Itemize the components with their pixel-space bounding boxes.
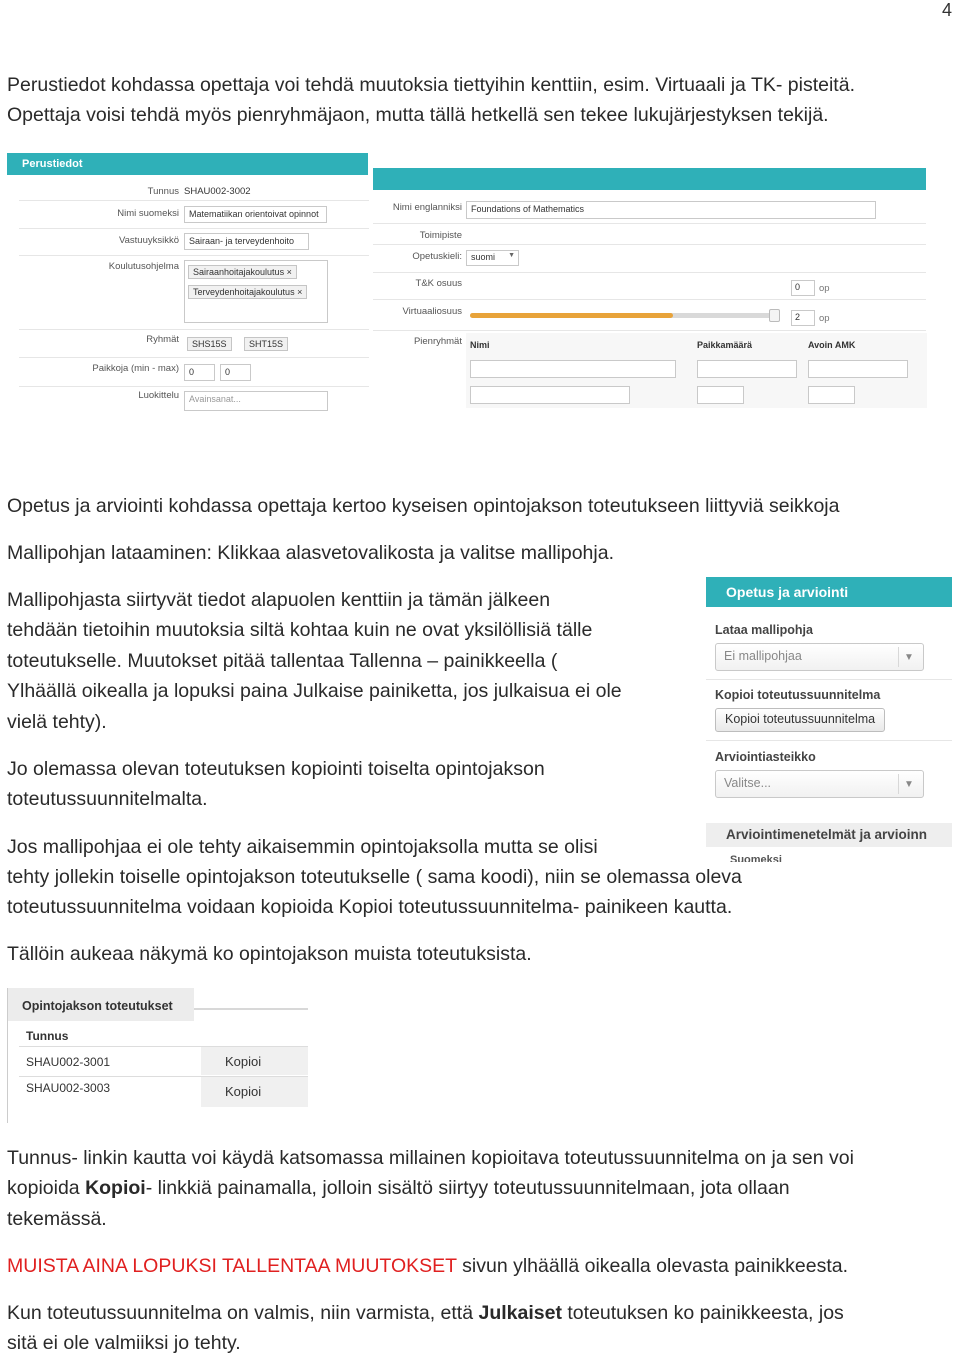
- paragraph-6-line-2: tehty jollekin toiselle opintojakson toteutukselle ( sama koodi), niin se olemassa oleva: [7, 866, 742, 888]
- page-number: 4: [941, 0, 952, 20]
- paragraph-5-line-2: toteutussuunnitelmalta.: [7, 788, 208, 810]
- divider: [373, 272, 926, 273]
- paragraph-10-line-2: sitä ei ole valmiiksi jo tehty.: [7, 1332, 241, 1354]
- virtuaaliosuus-slider-handle[interactable]: [769, 309, 780, 322]
- arviointimenetelmat-header-text: Arviointimenetelmät ja arvioinn: [726, 827, 928, 842]
- arviointiasteikko-select[interactable]: [715, 770, 924, 798]
- chevron-down-icon: ▼: [898, 774, 919, 794]
- paragraph-1-line-2: Opettaja voisi tehdä myös pienryhmäjaon, mutta tällä hetkellä sen tekee lukujärjestyksen tekijä.: [7, 104, 829, 126]
- kopioi-toteutussuunnitelma-button[interactable]: Kopioi toteutussuunnitelma: [715, 708, 885, 732]
- pienryhmat-label: Pienryhmät: [413, 336, 462, 347]
- nimi-suomeksi-label: Nimi suomeksi: [117, 208, 179, 219]
- paragraph-2: Opetus ja arviointi kohdassa opettaja kertoo kyseisen opintojakson toteutukseen liittyviä seikkoja: [7, 495, 840, 517]
- perustiedot-header: [7, 153, 368, 175]
- divider: [706, 679, 952, 680]
- virtuaaliosuus-unit: op: [819, 313, 830, 324]
- kopioi-label: Kopioi toteutussuunnitelma: [715, 688, 881, 702]
- perustiedot-header-text: Perustiedot: [22, 158, 83, 170]
- koulutusohjelma-tag[interactable]: Sairaanhoitajakoulutus ×: [188, 265, 297, 279]
- toteutukset-header-text: Opintojakson toteutukset: [22, 999, 173, 1013]
- divider: [373, 244, 926, 245]
- pienryhma-nimi-input[interactable]: [470, 360, 676, 378]
- divider: [373, 330, 926, 331]
- p10-text: toteutuksen ko painikkeesta, jos: [561, 1302, 844, 1324]
- paikkoja-label: Paikkoja (min - max): [92, 363, 179, 374]
- pienryhmat-col-nimi: Nimi: [470, 340, 490, 350]
- arviointiasteikko-label: Arviointiasteikko: [715, 750, 816, 764]
- pienryhma-avoin-input[interactable]: [808, 386, 855, 404]
- paragraph-4-line-4: Ylhäällä oikealla ja lopuksi paina Julkaise painiketta, jos julkaisua ei ole: [7, 680, 622, 702]
- p9-text: sivun ylhäällä oikealla olevasta painikkeesta.: [456, 1255, 849, 1277]
- opetuskieli-select[interactable]: [466, 250, 519, 266]
- toteutus-tunnus-link[interactable]: SHAU002-3003: [26, 1081, 111, 1095]
- kopioi-bold: Kopioi: [85, 1177, 146, 1199]
- koulutusohjelma-label: Koulutusohjelma: [108, 261, 179, 272]
- kopioi-link[interactable]: Kopioi: [225, 1084, 262, 1099]
- p8-text: kopioida: [7, 1177, 86, 1199]
- pienryhma-paikkamaara-input[interactable]: [697, 360, 797, 378]
- tunnus-label: Tunnus: [147, 186, 179, 197]
- mallipohja-select[interactable]: [715, 643, 924, 671]
- paikkoja-max-input[interactable]: 0: [220, 364, 251, 381]
- nimi-suomeksi-input[interactable]: Matematiikan orientoivat opinnot: [184, 206, 327, 223]
- divider: [19, 329, 369, 330]
- pienryhmat-col-avoin-amk: Avoin AMK: [808, 340, 856, 350]
- pienryhmat-col-paikkamaara: Paikkamäärä: [697, 340, 753, 350]
- divider: [19, 228, 369, 229]
- virtuaaliosuus-slider[interactable]: [470, 313, 778, 318]
- koulutusohjelma-multiselect[interactable]: [184, 260, 328, 323]
- paragraph-5-line-1: Jo olemassa olevan toteutuksen kopiointi toiselta opintojakson: [7, 758, 545, 780]
- toteutukset-screenshot: [7, 988, 310, 1123]
- toteutus-tunnus-link[interactable]: SHAU002-3001: [26, 1055, 111, 1069]
- paragraph-10-line-1: [7, 1298, 844, 1329]
- divider: [373, 299, 926, 300]
- luokittelu-label: Luokittelu: [138, 390, 179, 401]
- paragraph-7: Tällöin aukeaa näkymä ko opintojakson muista toteutuksista.: [7, 943, 532, 965]
- ryhma-tag[interactable]: SHS15S: [187, 337, 232, 351]
- pienryhmat-table: [466, 333, 927, 408]
- virtuaaliosuus-input[interactable]: 2: [791, 310, 815, 326]
- paragraph-8-line-1: Tunnus- linkin kautta voi käydä katsomassa millainen kopioitava toteutussuunnitelma on ja sen voi: [7, 1147, 854, 1169]
- koulutusohjelma-tag[interactable]: Terveydenhoitajakoulutus ×: [188, 285, 307, 299]
- ryhmat-label: Ryhmät: [146, 334, 179, 345]
- tk-osuus-unit: op: [819, 283, 830, 294]
- luokittelu-input[interactable]: Avainsanat...: [184, 391, 328, 411]
- chevron-down-icon: ▼: [508, 252, 515, 259]
- col-tunnus-header: Tunnus: [26, 1029, 69, 1043]
- chevron-down-icon: ▼: [898, 647, 919, 667]
- nimi-englanniksi-input[interactable]: Foundations of Mathematics: [466, 201, 876, 219]
- p10-text: Kun toteutussuunnitelma on valmis, niin varmista, että: [7, 1302, 479, 1324]
- kopioi-link[interactable]: Kopioi: [225, 1054, 262, 1069]
- julkaiset-bold: Julkaiset: [478, 1302, 562, 1324]
- virtuaaliosuus-slider-fill: [470, 313, 673, 318]
- tk-osuus-label: T&K osuus: [415, 278, 462, 289]
- divider: [19, 357, 369, 358]
- paragraph-1-line-1: Perustiedot kohdassa opettaja voi tehdä muutoksia tiettyihin kenttiin, esim. Virtuaali ja TK- pisteitä.: [7, 74, 855, 96]
- paragraph-8-line-2: [7, 1173, 790, 1204]
- toteutukset-header: [8, 988, 194, 1021]
- opetus-screenshot: [706, 577, 952, 862]
- paragraph-4-line-2: tehdään tietoihin muutoksia siltä kohtaa kuin ne ovat yksilöllisiä tälle: [7, 619, 593, 641]
- divider: [19, 255, 369, 256]
- reminder-red-text: MUISTA AINA LOPUKSI TALLENTAA MUUTOKSET: [7, 1255, 457, 1277]
- opetuskieli-value: suomi: [471, 252, 496, 262]
- vastuuyksikko-select[interactable]: Sairaan- ja terveydenhoito: [184, 233, 309, 250]
- paragraph-4-line-5: vielä tehty).: [7, 711, 107, 733]
- toimipiste-label: Toimipiste: [419, 230, 462, 241]
- pienryhma-avoin-input[interactable]: [808, 360, 908, 378]
- divider: [706, 740, 952, 741]
- divider: [373, 223, 926, 224]
- paragraph-9: [7, 1251, 848, 1282]
- perustiedot-right-header-bar: [373, 168, 926, 190]
- paragraph-6-line-3: toteutussuunnitelma voidaan kopioida Kopioi toteutussuunnitelma- painikeen kautta.: [7, 896, 733, 918]
- virtuaaliosuus-label: Virtuaaliosuus: [402, 306, 462, 317]
- cut-text: Suomeksi: [730, 854, 782, 862]
- tunnus-value: SHAU002-3002: [184, 186, 251, 197]
- lataa-mallipohja-label: Lataa mallipohja: [715, 623, 813, 637]
- paragraph-3: Mallipohjan lataaminen: Klikkaa alasvetovalikosta ja valitse mallipohja.: [7, 542, 614, 564]
- paragraph-4-line-3: toteutukselle. Muutokset pitää tallentaa Tallenna – painikkeella (: [7, 650, 558, 672]
- divider: [19, 386, 369, 387]
- paikkoja-min-input[interactable]: 0: [184, 364, 215, 381]
- opetus-header: [706, 577, 952, 607]
- paragraph-6-line-1: Jos mallipohjaa ei ole tehty aikaisemmin opintojaksolla mutta se olisi: [7, 836, 598, 858]
- pienryhma-paikkamaara-input[interactable]: [697, 386, 744, 404]
- perustiedot-screenshot: [7, 153, 927, 418]
- paragraph-8-line-3: tekemässä.: [7, 1208, 107, 1230]
- tk-osuus-input[interactable]: 0: [791, 280, 815, 296]
- arviointimenetelmat-header[interactable]: [706, 823, 952, 847]
- toteutukset-header-line: [194, 1008, 308, 1010]
- opetus-header-text: Opetus ja arviointi: [726, 584, 849, 600]
- mallipohja-select-value: Ei mallipohjaa: [724, 649, 802, 663]
- nimi-englanniksi-label: Nimi englanniksi: [392, 202, 462, 213]
- ryhma-tag[interactable]: SHT15S: [244, 337, 288, 351]
- pienryhma-nimi-input[interactable]: [470, 386, 630, 404]
- p8-text: - linkkiä painamalla, jolloin sisältö siirtyy toteutussuunnitelmaan, jota ollaan: [145, 1177, 790, 1199]
- arviointiasteikko-select-value: Valitse...: [724, 776, 772, 790]
- opetuskieli-label: Opetuskieli:: [412, 251, 462, 262]
- vastuuyksikko-label: Vastuuyksikkö: [118, 235, 179, 246]
- paragraph-4-line-1: Mallipohjasta siirtyvät tiedot alapuolen kenttiin ja tämän jälkeen: [7, 589, 551, 611]
- divider: [19, 200, 369, 201]
